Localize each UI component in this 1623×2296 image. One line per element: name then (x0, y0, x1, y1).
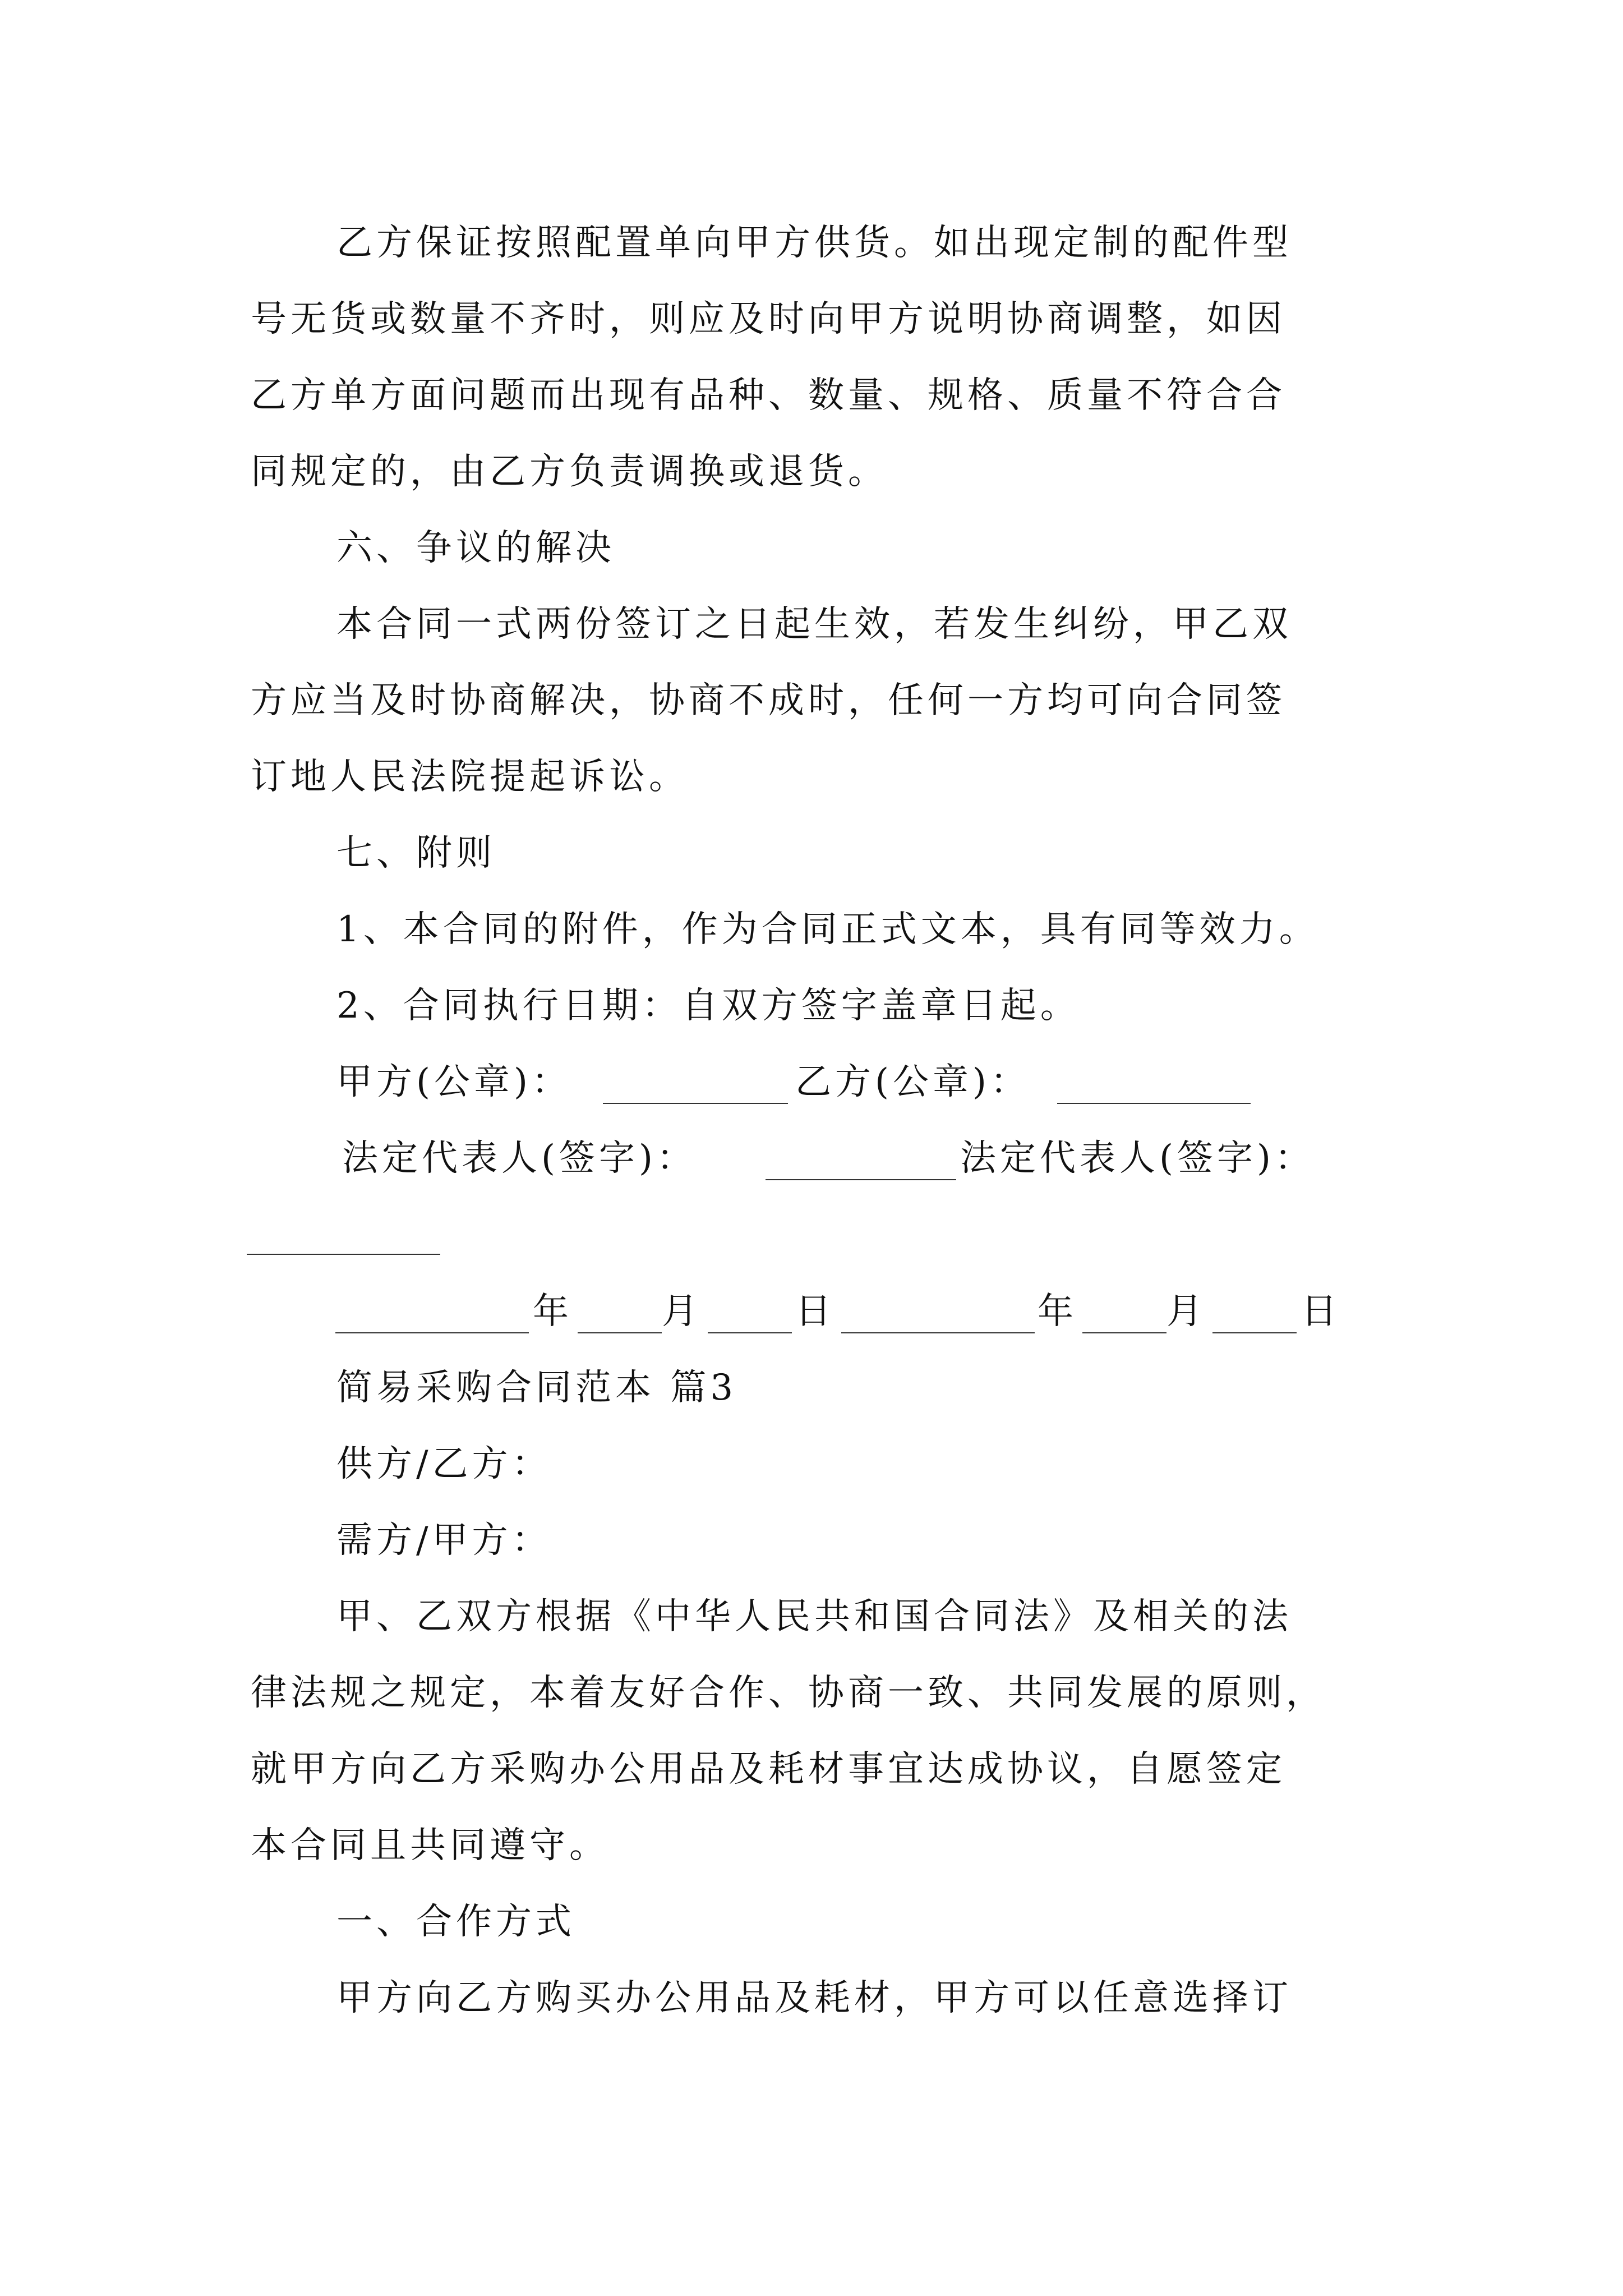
paragraph-line: 乙方单方面问题而出现有品种、数量、规格、质量不符合合 (251, 375, 1286, 416)
supplier-label: 供方/乙方： (336, 1443, 552, 1485)
paragraph-line: 方应当及时协商解决，协商不成时，任何一方均可向合同签 (251, 680, 1286, 721)
signature-blank (247, 1254, 440, 1255)
date-blank (1082, 1332, 1166, 1333)
month-label: 月 (662, 1291, 702, 1332)
year-label: 年 (1038, 1291, 1077, 1332)
party-b-seal-label: 乙方(公章)： (795, 1061, 1030, 1103)
paragraph-line: 就甲方向乙方采购办公用品及耗材事宜达成协议，自愿签定 (251, 1749, 1286, 1790)
contract-title: 简易采购合同范本 篇3 (336, 1367, 737, 1409)
date-blank (335, 1332, 529, 1333)
party-a-seal-label: 甲方(公章)： (336, 1061, 571, 1103)
section-heading: 七、附则 (336, 832, 496, 874)
paragraph-line: 甲、乙双方根据《中华人民共和国合同法》及相关的法 (336, 1596, 1292, 1637)
section-heading: 六、争议的解决 (336, 527, 615, 569)
paragraph-line: 乙方保证按照配置单向甲方供货。如出现定制的配件型 (336, 222, 1292, 264)
date-blank (841, 1332, 1035, 1333)
day-label: 日 (1301, 1291, 1341, 1332)
month-label: 月 (1166, 1291, 1206, 1332)
date-blank (708, 1332, 792, 1333)
rep-a-label: 法定代表人(签字)： (342, 1138, 697, 1179)
buyer-label: 需方/甲方： (336, 1520, 552, 1561)
date-blank (1212, 1332, 1297, 1333)
signature-blank (766, 1179, 956, 1180)
signature-blank (1057, 1103, 1251, 1104)
paragraph-line: 甲方向乙方购买办公用品及耗材，甲方可以任意选择订 (336, 1977, 1292, 2019)
signature-blank (603, 1103, 788, 1104)
paragraph-line: 同规定的，由乙方负责调换或退货。 (251, 451, 888, 493)
paragraph-line: 律法规之规定，本着友好合作、协商一致、共同发展的原则， (251, 1672, 1326, 1714)
year-label: 年 (533, 1291, 573, 1332)
section-heading: 一、合作方式 (336, 1901, 575, 1943)
day-label: 日 (795, 1291, 835, 1332)
paragraph-line: 本合同且共同遵守。 (251, 1825, 609, 1866)
list-item: 1、本合同的附件，作为合同正式文本，具有同等效力。 (336, 909, 1319, 950)
rep-b-label: 法定代表人(签字)： (960, 1138, 1315, 1179)
date-blank (578, 1332, 662, 1333)
paragraph-line: 订地人民法院提起诉讼。 (251, 756, 689, 798)
list-item: 2、合同执行日期：自双方签字盖章日起。 (336, 985, 1080, 1027)
paragraph-line: 号无货或数量不齐时，则应及时向甲方说明协商调整，如因 (251, 298, 1286, 340)
paragraph-line: 本合同一式两份签订之日起生效，若发生纠纷，甲乙双 (336, 604, 1292, 645)
